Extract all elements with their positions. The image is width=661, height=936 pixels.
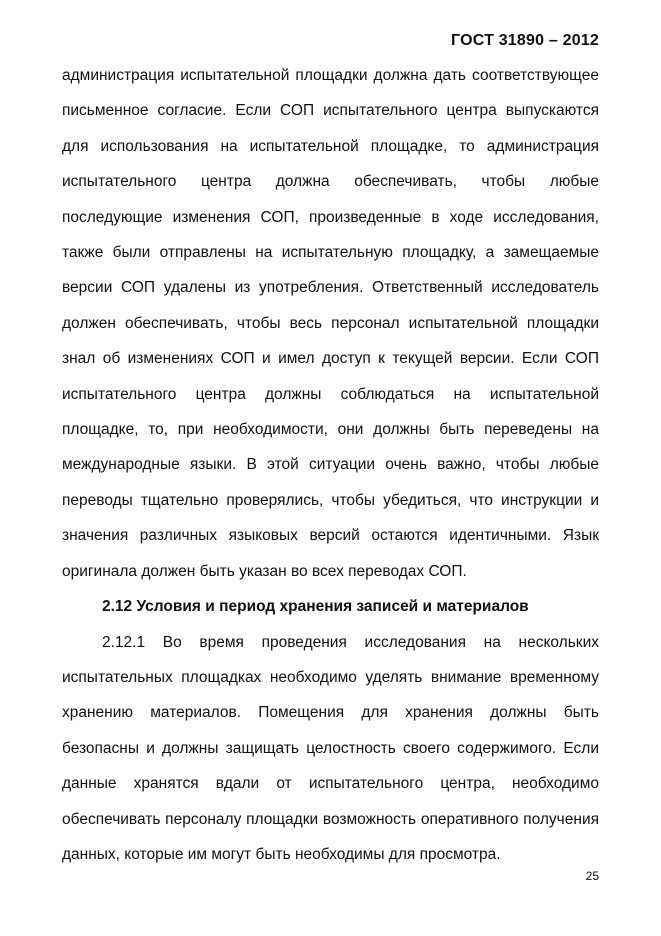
body-paragraph: 2.12.1 Во время проведения исследования на нескольких испытательных площадках необходимо уделять внимание временному хранению материалов. Помещения для хранения должны быть безопасны и должны защищать целостность своего содержимого. Если данные хранятся вдали от испытательного центра, необходимо обеспечивать персоналу площадки возможность оперативного получения данных, которые им могут быть необходимы для просмотра. bbox=[62, 633, 599, 863]
document-standard-id: ГОСТ 31890 – 2012 bbox=[451, 32, 599, 49]
body-paragraph: администрация испытательной площадки должна дать соответствующее письменное согласие. Если СОП испытательного центра выпускаются для использования на испытательной площадке, то администрация испытательного центра должна обеспечивать, чтобы любые последующие изменения СОП, произведенные в ходе исследования, также были отправлены на испытательную площадку, а замещаемые версии СОП удалены из употребления. Ответственный исследователь должен обеспечивать, чтобы весь персонал испытательной площадки знал об изменениях СОП и имел доступ к текущей версии. Если СОП испытательного центра должны соблюдаться на испытательной площадке, то, при необходимости, они должны быть переведены на международные языки. В этой ситуации очень важно, чтобы любые переводы тщательно проверялись, чтобы убедиться, что инструкции и значения различных языковых версий остаются идентичными. Язык оригинала должен быть указан во всех переводах СОП. bbox=[62, 67, 599, 580]
section-heading: 2.12 Условия и период хранения записей и материалов bbox=[102, 598, 529, 616]
page-number: 25 bbox=[585, 869, 599, 883]
document-body bbox=[62, 58, 599, 872]
